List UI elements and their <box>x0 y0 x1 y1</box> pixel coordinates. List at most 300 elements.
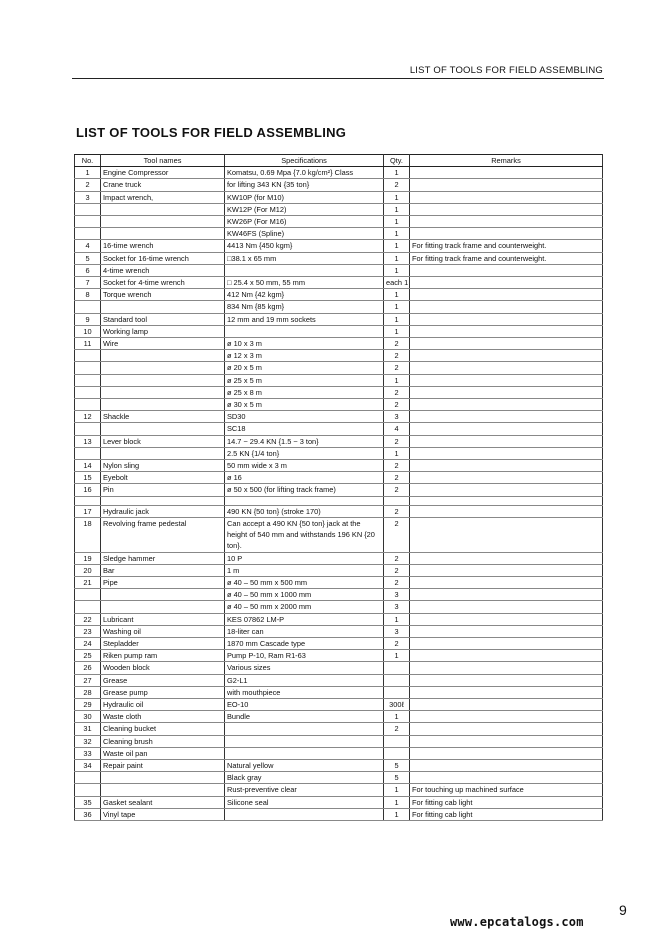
cell-qty: 1 <box>384 264 410 276</box>
cell-no <box>75 423 101 435</box>
cell-specification: KW12P (For M12) <box>225 203 384 215</box>
table-row <box>75 674 603 686</box>
cell-tool-name: Lubricant <box>101 613 225 625</box>
cell-qty: 2 <box>384 505 410 517</box>
cell-remarks <box>410 674 603 686</box>
cell-no: 16 <box>75 484 101 496</box>
cell-specification: 2.5 KN {1/4 ton} <box>225 447 384 459</box>
cell-remarks <box>410 472 603 484</box>
table-row <box>75 472 603 484</box>
cell-qty: 1 <box>384 167 410 179</box>
cell-no: 32 <box>75 735 101 747</box>
cell-tool-name: Washing oil <box>101 625 225 637</box>
cell-specification: ø 25 x 5 m <box>225 374 384 386</box>
table-row <box>75 228 603 240</box>
cell-qty: 1 <box>384 252 410 264</box>
table-row <box>75 711 603 723</box>
cell-tool-name: Grease pump <box>101 686 225 698</box>
cell-tool-name <box>101 447 225 459</box>
cell-specification: 10 P <box>225 552 384 564</box>
cell-tool-name: Socket for 4-time wrench <box>101 277 225 289</box>
column-header-no: No. <box>75 155 101 167</box>
cell-no <box>75 496 101 505</box>
table-row <box>75 601 603 613</box>
cell-qty: 1 <box>384 228 410 240</box>
cell-tool-name: Torque wrench <box>101 289 225 301</box>
cell-tool-name: 16-time wrench <box>101 240 225 252</box>
cell-no <box>75 447 101 459</box>
cell-specification: for lifting 343 KN {35 ton} <box>225 179 384 191</box>
cell-qty: 1 <box>384 613 410 625</box>
cell-qty <box>384 674 410 686</box>
cell-no: 21 <box>75 576 101 588</box>
table-row <box>75 277 603 289</box>
cell-tool-name: Waste oil pan <box>101 747 225 759</box>
cell-specification: ø 25 x 8 m <box>225 386 384 398</box>
cell-no: 24 <box>75 637 101 649</box>
cell-remarks: For fitting cab light <box>410 808 603 820</box>
cell-qty: 1 <box>384 447 410 459</box>
table-row <box>75 240 603 252</box>
cell-no: 14 <box>75 460 101 472</box>
cell-qty: 2 <box>384 460 410 472</box>
table-row <box>75 772 603 784</box>
cell-remarks <box>410 386 603 398</box>
cell-tool-name <box>101 784 225 796</box>
cell-specification: KW26P (For M16) <box>225 216 384 228</box>
cell-remarks <box>410 662 603 674</box>
cell-tool-name: Crane truck <box>101 179 225 191</box>
cell-qty: 2 <box>384 484 410 496</box>
cell-qty: 1 <box>384 374 410 386</box>
cell-specification: Natural yellow <box>225 759 384 771</box>
table-spacer-row <box>75 496 603 505</box>
cell-qty: 2 <box>384 576 410 588</box>
cell-tool-name <box>101 203 225 215</box>
cell-remarks: For fitting cab light <box>410 796 603 808</box>
cell-tool-name: Grease <box>101 674 225 686</box>
table-row <box>75 350 603 362</box>
cell-tool-name <box>101 301 225 313</box>
table-row <box>75 650 603 662</box>
cell-tool-name: Lever block <box>101 435 225 447</box>
cell-qty: 3 <box>384 625 410 637</box>
cell-remarks <box>410 576 603 588</box>
cell-no <box>75 350 101 362</box>
cell-specification: ø 30 x 5 m <box>225 399 384 411</box>
table-row <box>75 613 603 625</box>
cell-qty: 4 <box>384 423 410 435</box>
cell-no: 29 <box>75 698 101 710</box>
tools-table-body <box>75 167 603 821</box>
table-row <box>75 735 603 747</box>
header-rule <box>72 78 604 79</box>
cell-specification: Black gray <box>225 772 384 784</box>
cell-qty: 1 <box>384 301 410 313</box>
cell-remarks <box>410 203 603 215</box>
cell-qty: 1 <box>384 240 410 252</box>
cell-specification <box>225 723 384 735</box>
cell-remarks <box>410 179 603 191</box>
cell-specification: 12 mm and 19 mm sockets <box>225 313 384 325</box>
cell-tool-name <box>101 423 225 435</box>
cell-specification: ø 50 x 500 (for lifting track frame) <box>225 484 384 496</box>
cell-remarks <box>410 264 603 276</box>
cell-tool-name: Sledge hammer <box>101 552 225 564</box>
cell-no <box>75 399 101 411</box>
cell-no <box>75 301 101 313</box>
cell-remarks <box>410 399 603 411</box>
cell-no: 31 <box>75 723 101 735</box>
cell-qty: 3 <box>384 411 410 423</box>
table-row <box>75 411 603 423</box>
cell-tool-name: Working lamp <box>101 325 225 337</box>
cell-specification: ø 10 x 3 m <box>225 338 384 350</box>
cell-tool-name: Engine Compressor <box>101 167 225 179</box>
cell-remarks: For touching up machined surface <box>410 784 603 796</box>
cell-remarks <box>410 362 603 374</box>
cell-no: 8 <box>75 289 101 301</box>
cell-specification: 4413 Nm {450 kgm} <box>225 240 384 252</box>
cell-remarks <box>410 517 603 552</box>
cell-remarks <box>410 435 603 447</box>
cell-remarks <box>410 711 603 723</box>
cell-remarks <box>410 191 603 203</box>
cell-remarks <box>410 484 603 496</box>
table-row <box>75 301 603 313</box>
cell-specification: □38.1 x 65 mm <box>225 252 384 264</box>
cell-qty: 1 <box>384 808 410 820</box>
cell-tool-name: Bar <box>101 564 225 576</box>
cell-tool-name <box>101 386 225 398</box>
cell-tool-name: Hydraulic oil <box>101 698 225 710</box>
cell-no: 26 <box>75 662 101 674</box>
cell-specification: □ 25.4 x 50 mm, 55 mm <box>225 277 384 289</box>
cell-no: 12 <box>75 411 101 423</box>
cell-specification: EO-10 <box>225 698 384 710</box>
cell-tool-name <box>101 362 225 374</box>
cell-remarks <box>410 460 603 472</box>
cell-no: 11 <box>75 338 101 350</box>
cell-qty: 1 <box>384 313 410 325</box>
cell-qty: each 1 <box>384 277 410 289</box>
column-header-remarks: Remarks <box>410 155 603 167</box>
table-row <box>75 399 603 411</box>
cell-qty: 2 <box>384 637 410 649</box>
cell-tool-name: Cleaning bucket <box>101 723 225 735</box>
cell-specification: G2-L1 <box>225 674 384 686</box>
cell-no: 20 <box>75 564 101 576</box>
cell-remarks <box>410 216 603 228</box>
table-row <box>75 252 603 264</box>
cell-specification: 490 KN {50 ton} (stroke 170) <box>225 505 384 517</box>
cell-no: 18 <box>75 517 101 552</box>
cell-specification: 50 mm wide x 3 m <box>225 460 384 472</box>
cell-remarks <box>410 650 603 662</box>
table-row <box>75 808 603 820</box>
cell-no: 35 <box>75 796 101 808</box>
cell-qty <box>384 686 410 698</box>
cell-remarks <box>410 564 603 576</box>
cell-qty: 2 <box>384 179 410 191</box>
page-title: LIST OF TOOLS FOR FIELD ASSEMBLING <box>76 125 347 140</box>
cell-qty: 1 <box>384 711 410 723</box>
cell-remarks <box>410 772 603 784</box>
table-row <box>75 686 603 698</box>
cell-qty: 1 <box>384 796 410 808</box>
cell-qty: 2 <box>384 362 410 374</box>
cell-no: 1 <box>75 167 101 179</box>
cell-remarks <box>410 496 603 505</box>
cell-specification: KW10P (for M10) <box>225 191 384 203</box>
cell-remarks <box>410 686 603 698</box>
cell-remarks <box>410 589 603 601</box>
table-row <box>75 362 603 374</box>
cell-qty: 1 <box>384 784 410 796</box>
cell-qty: 1 <box>384 325 410 337</box>
cell-no: 19 <box>75 552 101 564</box>
cell-specification: 18-liter can <box>225 625 384 637</box>
table-header-row <box>75 155 603 167</box>
cell-qty: 1 <box>384 216 410 228</box>
cell-no <box>75 386 101 398</box>
cell-tool-name: Hydraulic jack <box>101 505 225 517</box>
cell-qty <box>384 747 410 759</box>
cell-remarks <box>410 601 603 613</box>
table-row <box>75 564 603 576</box>
cell-specification <box>225 747 384 759</box>
cell-specification: 14.7 ~ 29.4 KN {1.5 ~ 3 ton} <box>225 435 384 447</box>
cell-remarks <box>410 374 603 386</box>
cell-qty: 2 <box>384 350 410 362</box>
cell-remarks <box>410 289 603 301</box>
cell-qty: 2 <box>384 564 410 576</box>
cell-remarks <box>410 613 603 625</box>
cell-tool-name: Wire <box>101 338 225 350</box>
cell-no: 34 <box>75 759 101 771</box>
cell-no: 4 <box>75 240 101 252</box>
cell-no: 9 <box>75 313 101 325</box>
table-row <box>75 662 603 674</box>
cell-qty: 5 <box>384 759 410 771</box>
cell-no: 15 <box>75 472 101 484</box>
cell-no: 3 <box>75 191 101 203</box>
table-row <box>75 216 603 228</box>
cell-tool-name: Waste cloth <box>101 711 225 723</box>
cell-specification: ø 40 – 50 mm x 500 mm <box>225 576 384 588</box>
table-row <box>75 313 603 325</box>
cell-no: 33 <box>75 747 101 759</box>
cell-specification: 412 Nm {42 kgm} <box>225 289 384 301</box>
cell-remarks <box>410 447 603 459</box>
cell-qty: 2 <box>384 338 410 350</box>
cell-tool-name: Vinyl tape <box>101 808 225 820</box>
cell-tool-name: Socket for 16-time wrench <box>101 252 225 264</box>
cell-remarks <box>410 301 603 313</box>
cell-tool-name: Repair paint <box>101 759 225 771</box>
cell-specification: Can accept a 490 KN {50 ton} jack at the height of 540 mm and withstands 196 KN {20 ton}. <box>225 517 384 552</box>
cell-specification <box>225 808 384 820</box>
cell-qty: 1 <box>384 289 410 301</box>
cell-qty: 300ℓ <box>384 698 410 710</box>
table-row <box>75 625 603 637</box>
cell-tool-name: Impact wrench, <box>101 191 225 203</box>
cell-qty <box>384 735 410 747</box>
cell-specification: ø 16 <box>225 472 384 484</box>
cell-tool-name <box>101 496 225 505</box>
cell-tool-name <box>101 589 225 601</box>
cell-qty: 2 <box>384 472 410 484</box>
cell-remarks <box>410 313 603 325</box>
cell-specification <box>225 496 384 505</box>
cell-tool-name: Shackle <box>101 411 225 423</box>
cell-specification: ø 12 x 3 m <box>225 350 384 362</box>
table-row <box>75 784 603 796</box>
table-row <box>75 747 603 759</box>
table-row <box>75 505 603 517</box>
table-row <box>75 759 603 771</box>
cell-no <box>75 216 101 228</box>
cell-qty: 2 <box>384 552 410 564</box>
cell-remarks <box>410 325 603 337</box>
cell-no: 5 <box>75 252 101 264</box>
cell-remarks <box>410 759 603 771</box>
page-number: 9 <box>619 902 627 918</box>
table-row <box>75 460 603 472</box>
cell-qty <box>384 662 410 674</box>
cell-specification: Various sizes <box>225 662 384 674</box>
cell-specification <box>225 264 384 276</box>
cell-no <box>75 784 101 796</box>
cell-no: 30 <box>75 711 101 723</box>
cell-specification: KW46FS (Spline) <box>225 228 384 240</box>
cell-tool-name: Pin <box>101 484 225 496</box>
cell-no: 23 <box>75 625 101 637</box>
table-row <box>75 576 603 588</box>
cell-qty: 2 <box>384 517 410 552</box>
cell-remarks <box>410 277 603 289</box>
cell-qty: 2 <box>384 399 410 411</box>
cell-tool-name: Nylon sling <box>101 460 225 472</box>
cell-tool-name: Pipe <box>101 576 225 588</box>
cell-qty: 3 <box>384 601 410 613</box>
tools-table <box>74 154 603 821</box>
cell-no: 36 <box>75 808 101 820</box>
cell-specification <box>225 735 384 747</box>
table-row <box>75 447 603 459</box>
cell-tool-name <box>101 772 225 784</box>
cell-tool-name: Riken pump ram <box>101 650 225 662</box>
table-row <box>75 325 603 337</box>
cell-tool-name: Eyebolt <box>101 472 225 484</box>
table-row <box>75 484 603 496</box>
cell-no: 22 <box>75 613 101 625</box>
table-row <box>75 374 603 386</box>
cell-no <box>75 362 101 374</box>
cell-remarks <box>410 637 603 649</box>
cell-remarks <box>410 735 603 747</box>
cell-no <box>75 601 101 613</box>
cell-no <box>75 589 101 601</box>
table-row <box>75 386 603 398</box>
cell-no: 2 <box>75 179 101 191</box>
cell-tool-name <box>101 216 225 228</box>
website-watermark: www.epcatalogs.com <box>450 915 584 929</box>
cell-no: 10 <box>75 325 101 337</box>
cell-specification: 1 m <box>225 564 384 576</box>
cell-specification: Silicone seal <box>225 796 384 808</box>
cell-remarks <box>410 167 603 179</box>
table-row <box>75 723 603 735</box>
table-row <box>75 264 603 276</box>
cell-specification: 834 Nm {85 kgm} <box>225 301 384 313</box>
cell-tool-name: Revolving frame pedestal <box>101 517 225 552</box>
cell-no <box>75 772 101 784</box>
cell-remarks <box>410 698 603 710</box>
cell-specification: 1870 mm Cascade type <box>225 637 384 649</box>
cell-qty: 1 <box>384 191 410 203</box>
cell-tool-name <box>101 228 225 240</box>
cell-specification: ø 40 – 50 mm x 2000 mm <box>225 601 384 613</box>
cell-specification: Komatsu, 0.69 Mpa {7.0 kg/cm²} Class <box>225 167 384 179</box>
cell-qty: 5 <box>384 772 410 784</box>
cell-specification: ø 20 x 5 m <box>225 362 384 374</box>
cell-specification: KES 07862 LM-P <box>225 613 384 625</box>
column-header-tool-names: Tool names <box>101 155 225 167</box>
column-header-qty: Qty. <box>384 155 410 167</box>
cell-remarks <box>410 747 603 759</box>
cell-tool-name: Wooden block <box>101 662 225 674</box>
cell-remarks <box>410 350 603 362</box>
cell-tool-name: Standard tool <box>101 313 225 325</box>
cell-no: 6 <box>75 264 101 276</box>
cell-no: 28 <box>75 686 101 698</box>
cell-specification: ø 40 – 50 mm x 1000 mm <box>225 589 384 601</box>
cell-tool-name: Stepladder <box>101 637 225 649</box>
table-row <box>75 517 603 552</box>
cell-no: 27 <box>75 674 101 686</box>
cell-tool-name: Gasket sealant <box>101 796 225 808</box>
cell-remarks: For fitting track frame and counterweight. <box>410 252 603 264</box>
cell-no: 13 <box>75 435 101 447</box>
cell-qty: 2 <box>384 435 410 447</box>
cell-remarks <box>410 723 603 735</box>
cell-tool-name: 4-time wrench <box>101 264 225 276</box>
table-row <box>75 637 603 649</box>
table-row <box>75 698 603 710</box>
cell-remarks <box>410 338 603 350</box>
table-row <box>75 796 603 808</box>
table-row <box>75 179 603 191</box>
cell-no: 17 <box>75 505 101 517</box>
cell-remarks <box>410 411 603 423</box>
cell-specification: Bundle <box>225 711 384 723</box>
cell-no: 25 <box>75 650 101 662</box>
cell-remarks <box>410 423 603 435</box>
cell-specification: SC18 <box>225 423 384 435</box>
cell-remarks <box>410 505 603 517</box>
cell-remarks: For fitting track frame and counterweight. <box>410 240 603 252</box>
cell-remarks <box>410 625 603 637</box>
cell-no <box>75 203 101 215</box>
table-row <box>75 589 603 601</box>
table-row <box>75 167 603 179</box>
cell-qty: 3 <box>384 589 410 601</box>
cell-specification: Rust-preventive clear <box>225 784 384 796</box>
cell-specification <box>225 325 384 337</box>
cell-remarks <box>410 552 603 564</box>
cell-no <box>75 228 101 240</box>
